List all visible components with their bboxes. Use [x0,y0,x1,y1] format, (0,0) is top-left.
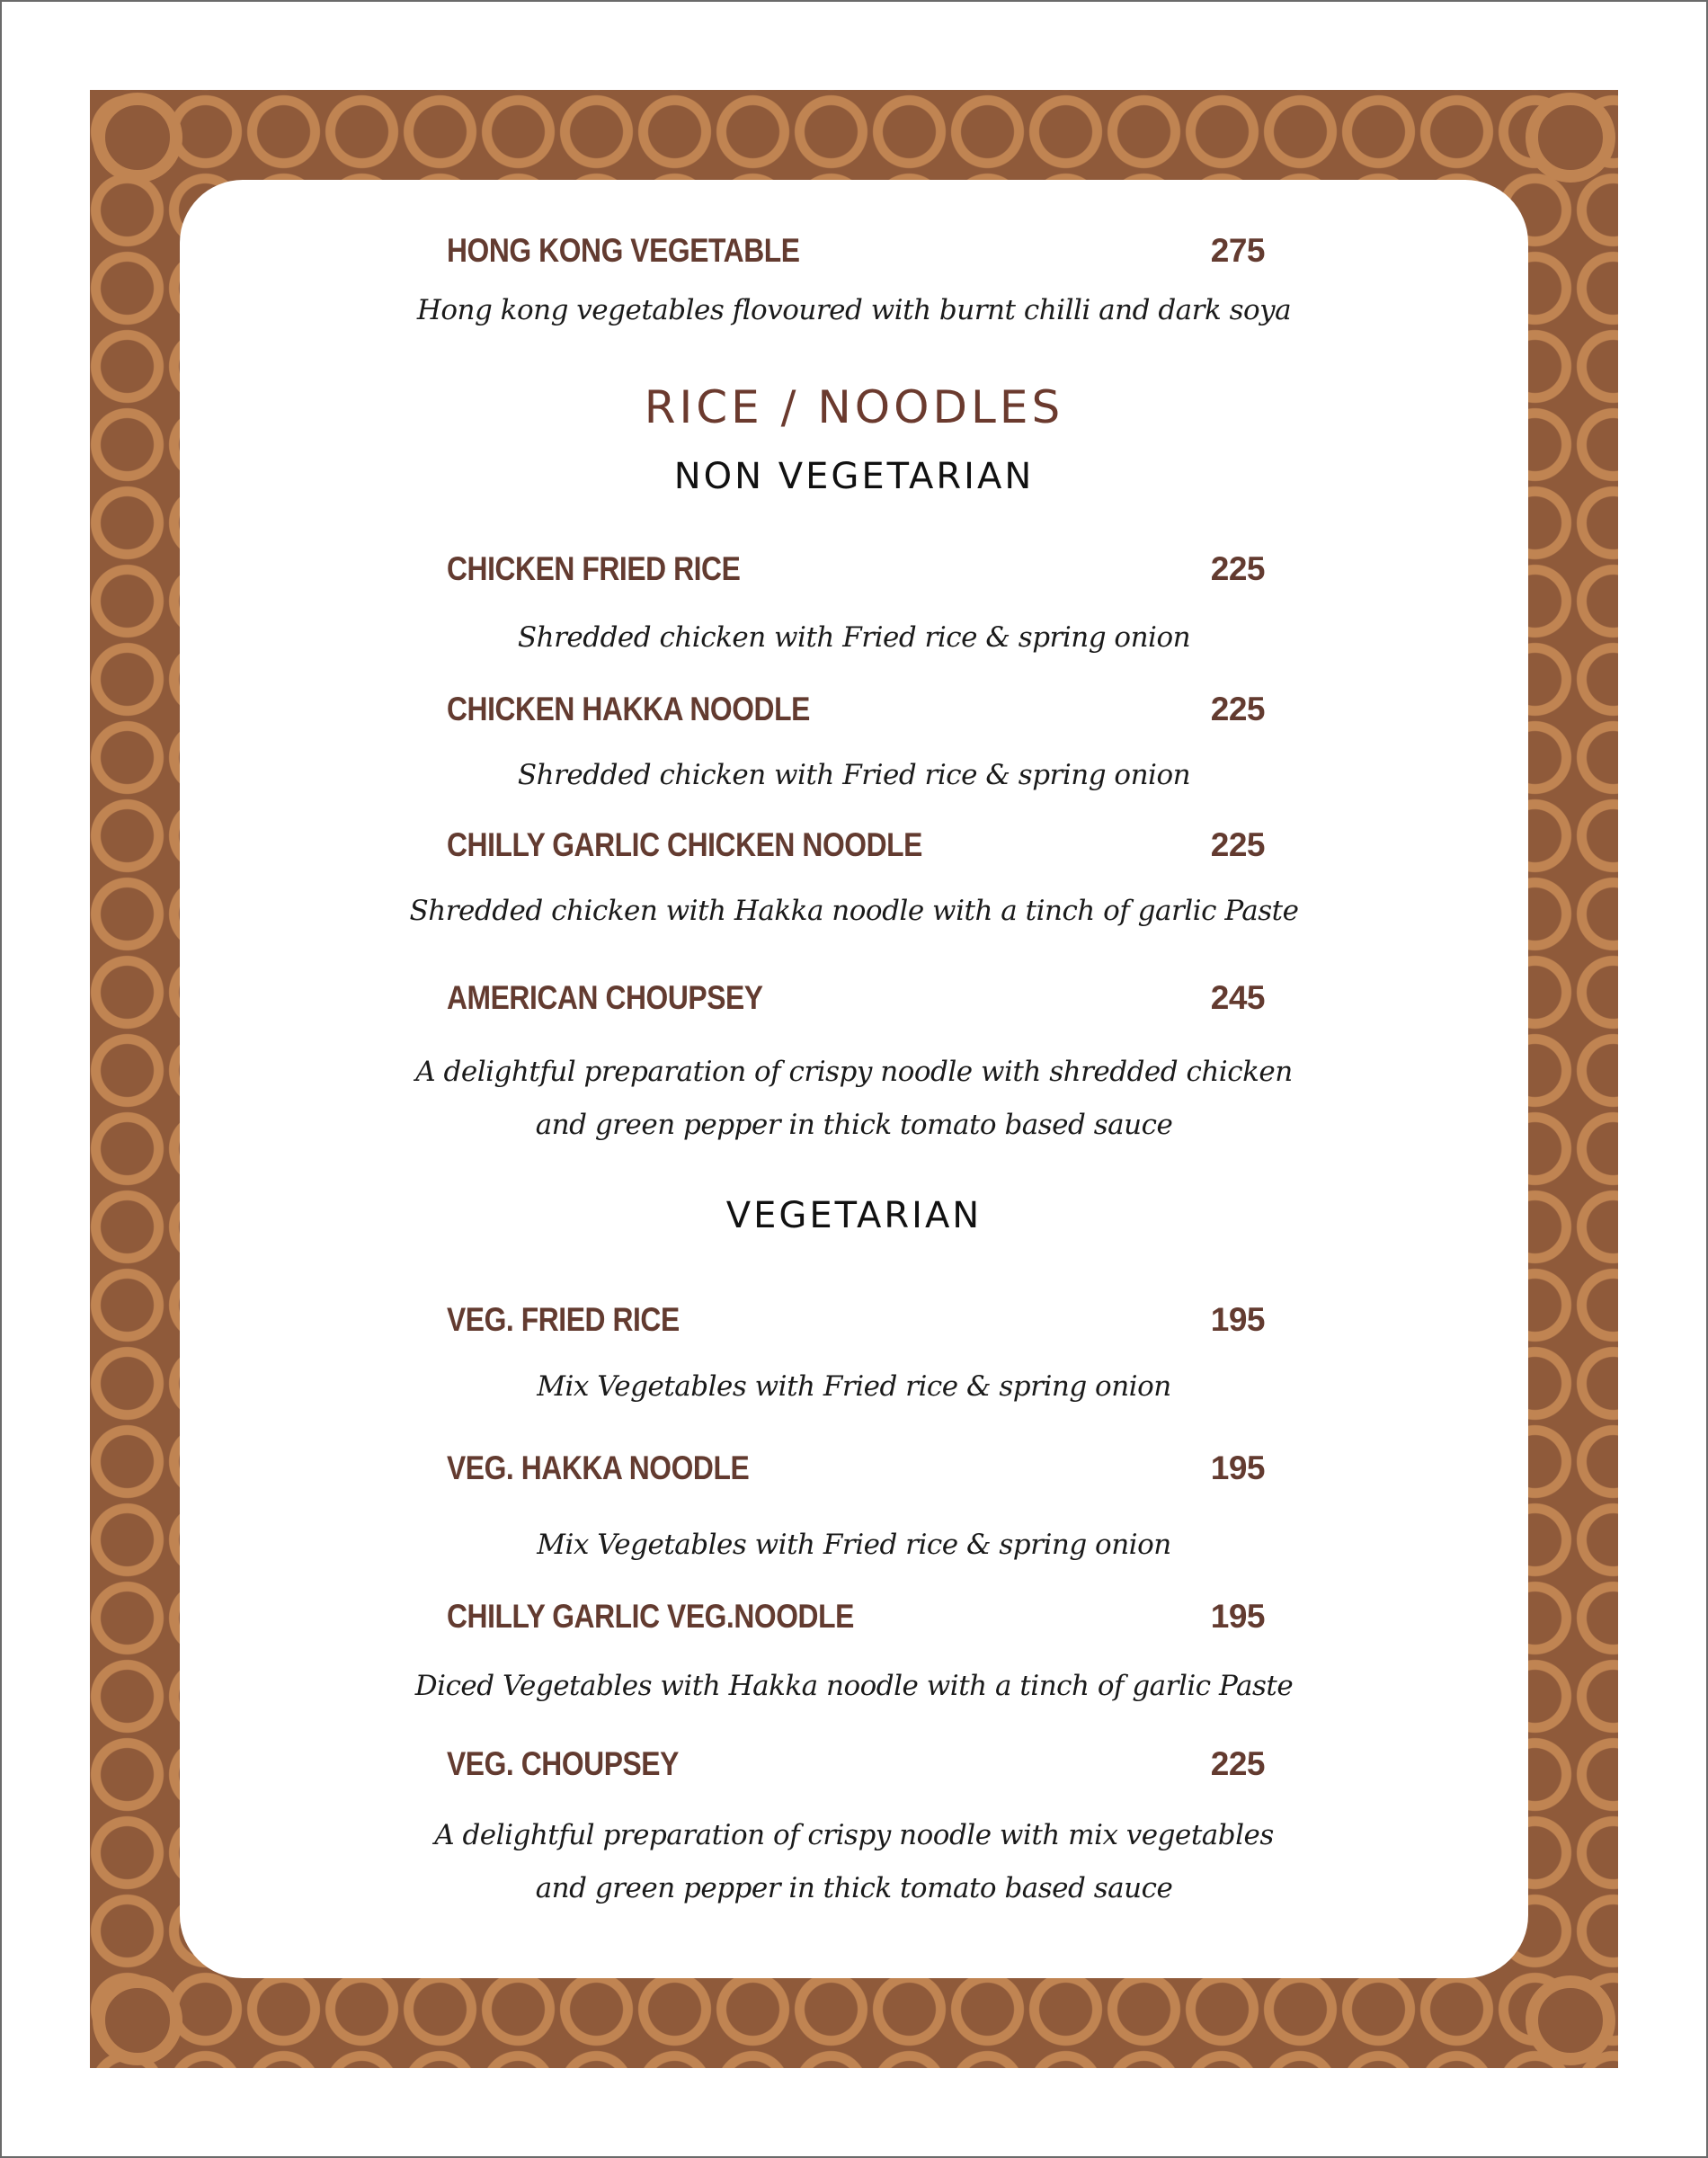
menu-item [447,1598,1265,1637]
item-price: 225 [1210,1745,1265,1782]
item-description: and green pepper in thick tomato based sauce [535,1109,1173,1141]
corner-ring-bottom-left [93,1975,182,2065]
menu-item [447,1449,1265,1489]
item-description: A delightful preparation of crispy noodle with shredded chicken [415,1056,1293,1088]
item-price: 225 [1210,691,1265,727]
corner-ring-bottom-right [1526,1975,1615,2065]
menu-item [447,979,1265,1019]
item-description: Shredded chicken with Fried rice & spring onion [517,759,1191,791]
item-name: CHICKEN HAKKA NOODLE [447,691,810,727]
item-description: Diced Vegetables with Hakka noodle with a tinch of garlic Paste [414,1670,1294,1702]
item-description: Hong kong vegetables flovoured with burnt chilli and dark soya [416,294,1292,326]
item-name: HONG KONG VEGETABLE [447,232,800,269]
item-description: and green pepper in thick tomato based sauce [535,1872,1173,1904]
item-price: 195 [1210,1598,1265,1635]
item-price: 195 [1210,1301,1265,1338]
menu-item [447,1745,1265,1785]
subsection-title-non-veg: NON VEGETARIAN [673,456,1035,497]
subsection-title-veg: VEGETARIAN [725,1195,983,1236]
item-name: CHILLY GARLIC CHICKEN NOODLE [447,826,922,863]
item-price: 275 [1210,232,1265,269]
item-name: VEG. FRIED RICE [447,1301,680,1338]
item-price: 195 [1210,1449,1265,1486]
item-description: A delightful preparation of crispy noodle with mix vegetables [434,1819,1274,1851]
corner-ring-top-left [93,93,182,183]
menu-item [447,691,1265,730]
item-description: Shredded chicken with Fried rice & spring onion [517,621,1191,654]
menu-item [447,1301,1265,1341]
item-price: 225 [1210,826,1265,863]
corner-ring-top-right [1526,93,1615,183]
item-name: VEG. CHOUPSEY [447,1745,679,1782]
item-description: Mix Vegetables with Fried rice & spring onion [537,1529,1171,1561]
item-name: CHILLY GARLIC VEG.NOODLE [447,1598,854,1635]
section-title: RICE / NOODLES [644,381,1064,433]
item-price: 245 [1210,979,1265,1016]
menu-item-hong-kong-vegetable [447,232,1265,272]
item-name: VEG. HAKKA NOODLE [447,1449,750,1486]
item-name: AMERICAN CHOUPSEY [447,979,763,1016]
item-price: 225 [1210,550,1265,587]
item-description: Shredded chicken with Hakka noodle with a tinch of garlic Paste [409,895,1299,927]
menu-item [447,826,1265,866]
item-name: CHICKEN FRIED RICE [447,550,741,587]
menu-item [447,550,1265,590]
item-description: Mix Vegetables with Fried rice & spring onion [537,1370,1171,1403]
